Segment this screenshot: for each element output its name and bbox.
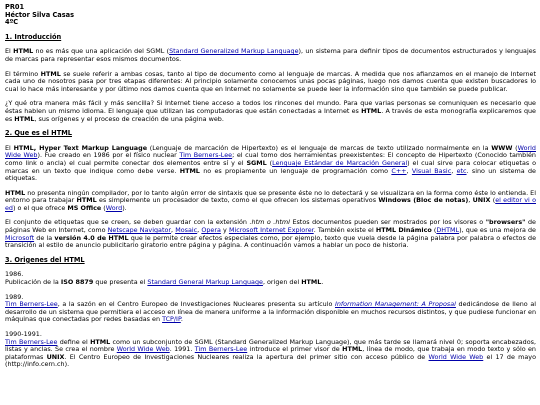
link-world-wide-web[interactable]: World Wide Web [428, 352, 484, 361]
link-visual-basic[interactable]: Visual Basic [411, 166, 452, 175]
link-information-management[interactable]: Information Management: A Proposal [334, 300, 456, 309]
section-2-title: 2. Que es el HTML [5, 129, 72, 138]
sec1-paragraph-1: El HTML no es más que una aplicación del SGML (Standard Generalized Markup Language), un sistema para definir tipos de documentos estructurados y lenguajes de marcas para representar esos mismos documentos. [5, 47, 536, 63]
sec2-paragraph-1: El HTML, Hyper Text Markup Language (Lenguaje de marcación de Hipertexto) es el lenguaje de marcas de texto utilizado normalmente en la WWW (World Wide Web). Fue creado en 1986 por el físico nuclear Tim Berners-Lee; el cual tomo dos herramientas preexistentes: El concepto de Hipertexto (Conocido también como link o ancla) el cual permite conectar dos elementos entre sí y el SGML (Lenguaje Estándar de Marcación General) el cual sirve para colocar etiquetas o marcas en un texto que indique como debe verse. HTML no es propiamente un lenguaje de programación como C++, Visual Basic, etc. sino un sistema de etiquetas. [5, 143, 537, 183]
history-year-1986: 1986. [5, 270, 24, 279]
sec1-paragraph-3: ¿Y qué otra manera más fácil y más sencilla? Si Internet tiene acceso a todos los rincones del mundo. Para que varias personas se comuniquen es necesario que éstas hablen un mismo idioma. El lenguaje que utilizan las computadoras que están conectadas a Internet es HTML. A través de esta monografía explicaremos que es HTML, sus orígenes y el proceso de creación de una página web. [5, 99, 536, 123]
link-world-wide-web[interactable]: World Wide Web [5, 143, 536, 160]
header-group: 4ºC [5, 18, 19, 27]
link-opera[interactable]: Opera [201, 226, 221, 235]
link-tim-berners-lee[interactable]: Tim Berners-Lee [5, 300, 58, 309]
sec2-paragraph-2: HTML no presenta ningún compilador, por lo tanto algún error de sintaxis que se presente éste no lo detectará y se visualizara en la forma como éste lo entienda. El entorno para trabajar HTML es simplemente un procesador de texto, como el que ofrecen los sistemas operativos Windows (Bloc de notas), UNIX (el editor vi o ed) o el que ofrece MS Office (Word). [5, 188, 536, 212]
link-mosaic[interactable]: Mosaic [175, 226, 198, 235]
link-lenguaje-estandar[interactable]: Lenguaje Estándar de Marcación General [272, 158, 408, 167]
link-world-wide-web[interactable]: World Wide Web [116, 345, 170, 354]
header-code: PR01 [5, 3, 25, 11]
link-netscape[interactable]: Netscape Navigator [107, 226, 172, 235]
link-tcp-ip[interactable]: TCP/IP [162, 315, 181, 324]
history-entry-1990-1991: Tim Berners-Lee define el HTML como un subconjunto de SGML (Standard Generalized Markup Language), que más tarde se llamará nivel 0; soporta encabezados, listas y anclas. Se crea el nombre World Wide Web. 1991. Tim Berners-Lee introduce el primer visor de HTML, línea de modo, que trabaja en modo texto y sólo en plataformas UNIX. El Centro Europeo de Investigaciones Nucleares realiza la apertura del primer sitio con acceso público de World Wide Web el 17 de mayo (http://info.cern.ch). [5, 337, 536, 369]
history-entry-1986: Publicación de la ISO 8879 que presenta el Standard General Markup Language, origen del HTML. [5, 278, 324, 287]
link-internet-explorer[interactable]: Microsoft Internet Explorer [228, 226, 314, 235]
history-year-1989: 1989. [5, 292, 24, 301]
sec1-paragraph-2: El término HTML se suele referir a ambas cosas, tanto al tipo de documento como al lenguaje de marcas. A medida que nos afianzamos en el manejo de Internet cada uno de nosotros pasa por tres etapas diferentes: Al principio solamente conocemos unas pocas páginas, luego nos damos cuenta que existen buscadores lo cual lo hace más interesante y por último nos damos cuenta que en Internet no solamente se puede leer la información sino que también se puede publicar. [5, 69, 536, 93]
section-3-title: 3. Origenes del HTML [5, 255, 85, 264]
link-dhtml[interactable]: DHTML [436, 226, 460, 235]
link-tim-berners-lee[interactable]: Tim Berners-Lee [179, 151, 233, 160]
link-word[interactable]: Word [105, 203, 123, 212]
link-cpp[interactable]: C++ [391, 166, 407, 175]
link-tim-berners-lee[interactable]: Tim Berners-Lee [194, 345, 248, 354]
link-standard-general-markup[interactable]: Standard General Markup Language [147, 278, 263, 287]
link-editor-vi[interactable]: el editor vi o ed [5, 196, 536, 212]
sec2-paragraph-3: El conjunto de etiquetas que se creen, se deben guardar con la extensión .htm o .html Estos documentos pueden ser mostrados por los visores o "browsers" de páginas Web en Internet, como Netscape Navigator, Mosaic, Opera y Microsoft Internet Explorer. También existe el HTML Dinámico (DHTML), que es una mejora de Microsoft de la versión 4.0 de HTML que le permite crear efectos especiales como, por ejemplo, texto que vuela desde la página palabra por palabra o efectos de transición al estilo de anuncio publicitario giratorio entre página y página. A continuación vamos a hablar un poco de historia. [5, 218, 536, 250]
link-microsoft[interactable]: Microsoft [5, 233, 35, 242]
link-sgml[interactable]: Standard Generalized Markup Language [169, 47, 299, 56]
link-tim-berners-lee[interactable]: Tim Berners-Lee [5, 337, 58, 346]
header-author: Héctor Silva Casas [5, 10, 75, 19]
section-1-title: 1. Introducción [5, 32, 62, 41]
history-year-1990-1991: 1990-1991. [5, 330, 42, 338]
link-etc[interactable]: etc [456, 166, 467, 175]
history-entry-1989: Tim Berners-Lee, a la sazón en el Centro Europeo de Investigaciones Nucleares presenta su artículo Information Management: A Proposal dedicándose de lleno al desarrollo de un sistema que permitiera el acceso en línea de manera uniforme a la información disponible en muchos recursos distintos, y que pudiese funcionar en máquinas que conectadas por redes basadas en TCP/IP. [5, 300, 537, 324]
